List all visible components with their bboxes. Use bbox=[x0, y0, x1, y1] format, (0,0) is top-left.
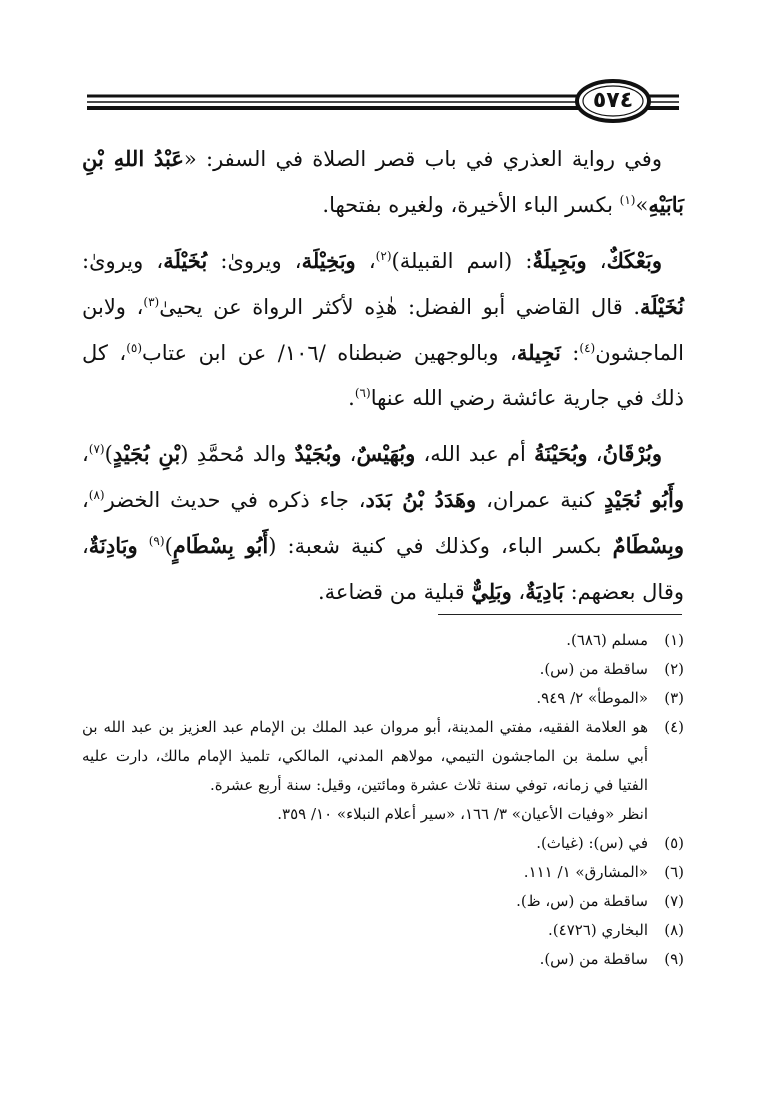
text-run: : (اسم القبيلة) bbox=[391, 249, 533, 273]
text-run: : bbox=[560, 341, 580, 365]
bold-name: نُخَيْلَة bbox=[640, 294, 684, 319]
footnote-text bbox=[82, 713, 648, 829]
bold-name: وبَادِنَةٌ bbox=[88, 533, 138, 558]
text-run: ، كل ذلك في جارية عائشة رضي الله عنها bbox=[82, 341, 684, 410]
bold-name: وبَلِيٌّ bbox=[471, 579, 512, 604]
footnote-number: (١) bbox=[664, 631, 684, 649]
text-run: قبلية من قضاعة. bbox=[317, 580, 472, 604]
text-run: ، وبالوجهين ضبطناه /١٠٦/ عن ابن عتاب bbox=[142, 341, 517, 365]
footnote-number: (٨) bbox=[664, 921, 684, 939]
footnote-ref: (٣) bbox=[143, 295, 160, 309]
footnote-item bbox=[82, 858, 684, 887]
bold-name: وبُحَيْنَةُ bbox=[534, 441, 588, 466]
footnotes bbox=[82, 626, 684, 974]
bold-name: وبُرْقَانُ bbox=[602, 441, 663, 466]
text-run: ، ويروىٰ: bbox=[82, 249, 164, 273]
footnote-number: (٤) bbox=[664, 718, 684, 736]
text-run bbox=[138, 534, 149, 558]
text-run: ، bbox=[587, 442, 603, 466]
text-run: ، bbox=[511, 580, 526, 604]
footnote-ref: (١) bbox=[619, 193, 636, 207]
footnote-ref: (٦) bbox=[354, 386, 371, 400]
text-run: ) bbox=[104, 442, 113, 466]
footnote-item bbox=[82, 684, 684, 713]
page-header bbox=[85, 78, 681, 126]
text-run: . bbox=[348, 386, 355, 410]
main-text bbox=[82, 136, 684, 625]
footnote-item bbox=[82, 945, 684, 974]
paragraph-2 bbox=[82, 238, 684, 421]
text-run: والد مُحمَّدِ ( bbox=[180, 442, 295, 466]
footnote-item bbox=[82, 829, 684, 858]
text-run: ، bbox=[341, 442, 357, 466]
bold-name: وبَجِيلَةٌ bbox=[532, 248, 587, 273]
footnote-ref: (٤) bbox=[579, 341, 596, 355]
footnote-text: في (س): (غياث). bbox=[536, 834, 648, 852]
text-run: أم عبد الله، bbox=[415, 442, 535, 466]
footnote-text: «الموطأ» ٢/ ٩٤٩. bbox=[536, 689, 648, 707]
footnote-text: ساقطة من (س). bbox=[539, 950, 648, 968]
text-run: ، bbox=[82, 442, 89, 466]
footnote-number: (٦) bbox=[664, 863, 684, 881]
footnote-divider bbox=[438, 614, 682, 615]
footnote-text: ساقطة من (س، ظ). bbox=[516, 892, 648, 910]
bold-name: وبُهَيْسٌ bbox=[356, 441, 416, 466]
footnote-text: ساقطة من (س). bbox=[539, 660, 648, 678]
bold-name: وبُجَيْدٌ bbox=[294, 441, 342, 466]
bold-name: وأَبُو نُجَيْدٍ bbox=[604, 487, 685, 512]
footnote-item bbox=[82, 713, 684, 829]
footnote-body: هو العلامة الفقيه، مفتي المدينة، أبو مروان عبد الملك بن الإمام عبد العزيز بن عبد الله بن أبي سلمة بن الماجشون التيمي، مولاهم المدني، المالكي، تلميذ الإمام مالك، دارت عليه الفتيا في زمانه، توفي سنة ثلاث عشرة ومائتين، وقيل: سنة أربع عشرة. bbox=[82, 718, 648, 794]
footnote-ref: (٧) bbox=[88, 442, 105, 456]
text-run: ، ولابن الماجشون bbox=[82, 295, 684, 365]
text-run: وفي رواية العذري في باب قصر الصلاة في السفر: « bbox=[183, 147, 662, 171]
bold-name: وبَخِيْلَة bbox=[301, 248, 356, 273]
text-run: بكسر الباء، وكذلك في كنية شعبة: ( bbox=[268, 534, 613, 558]
bold-name: أَبُو بِسْطَامٍ bbox=[172, 533, 269, 558]
bold-name: بْنِ بُجَيْدٍ bbox=[112, 441, 181, 466]
footnote-number: (٥) bbox=[664, 834, 684, 852]
text-run: ، جاء ذكره في حديث الخضر bbox=[104, 488, 366, 512]
text-run: ، bbox=[82, 488, 89, 512]
footnote-source: انظر «وفيات الأعيان» ٣/ ١٦٦، «سير أعلام النبلاء» ١٠/ ٣٥٩. bbox=[277, 805, 648, 823]
text-run: كنية عمران، bbox=[476, 488, 605, 512]
footnote-ref: (٩) bbox=[148, 534, 165, 548]
page-number: ٥٧٤ bbox=[592, 88, 634, 113]
footnote-number: (٢) bbox=[664, 660, 684, 678]
text-run: » bbox=[635, 193, 649, 217]
footnote-ref: (٨) bbox=[88, 488, 105, 502]
bold-name: بَادِيَةٌ bbox=[525, 579, 564, 604]
text-run: ، ويروىٰ: bbox=[207, 249, 302, 273]
footnote-text: مسلم (٦٨٦). bbox=[566, 631, 648, 649]
footnote-item bbox=[82, 916, 684, 945]
text-run: ، وقال بعضهم: bbox=[82, 534, 684, 604]
bold-name: عَبْدُ اللهِ بْنِ بَابَيْهِ bbox=[82, 146, 684, 217]
text-run: ، bbox=[355, 249, 376, 273]
text-run: . قال القاضي أبو الفضل: هٰذِه لأكثر الرواة عن يحيىٰ bbox=[159, 295, 641, 319]
bold-name: نَجِيلة bbox=[516, 340, 561, 365]
footnote-ref: (٢) bbox=[375, 249, 392, 263]
footnote-item bbox=[82, 626, 684, 655]
paragraph-1 bbox=[82, 136, 684, 228]
footnote-number: (٣) bbox=[664, 689, 684, 707]
footnote-number: (٧) bbox=[664, 892, 684, 910]
footnote-text: البخاري (٤٧٢٦). bbox=[548, 921, 648, 939]
bold-name: بُخَيْلَة bbox=[163, 248, 208, 273]
footnote-number: (٩) bbox=[664, 950, 684, 968]
bold-name: وبِسْطَامٌ bbox=[612, 533, 684, 558]
paragraph-3 bbox=[82, 431, 684, 615]
bold-name: وبَعْكَكٌ bbox=[606, 248, 663, 273]
footnote-ref: (٥) bbox=[126, 341, 143, 355]
text-run: ، bbox=[586, 249, 607, 273]
bold-name: وهَدَدُ بْنُ بَدَد bbox=[365, 487, 477, 512]
footnote-item bbox=[82, 887, 684, 916]
text-run: ) bbox=[164, 534, 173, 558]
footnote-item bbox=[82, 655, 684, 684]
footnote-text: «المشارق» ١/ ١١١. bbox=[523, 863, 648, 881]
text-run: بكسر الباء الأخيرة، ولغيره بفتحها. bbox=[322, 193, 620, 217]
